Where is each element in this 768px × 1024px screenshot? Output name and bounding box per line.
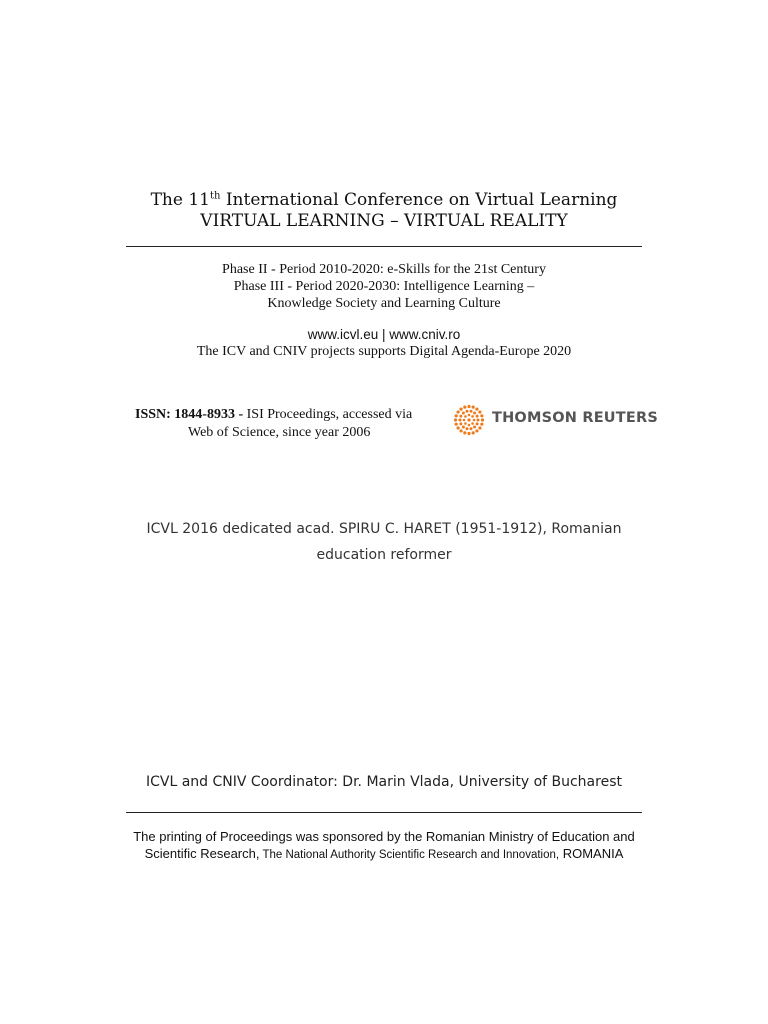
logo-dot — [472, 431, 475, 434]
logo-dot — [472, 406, 475, 409]
logo-dot — [456, 410, 459, 413]
phase-line-1: Phase II - Period 2010-2020: e-Skills for the 21st Century — [222, 262, 546, 277]
bottom-divider — [126, 812, 642, 813]
top-divider — [126, 246, 642, 247]
logo-dot — [470, 427, 473, 430]
logo-dot — [473, 411, 476, 414]
logo-dot — [463, 406, 466, 409]
logo-dot — [475, 429, 478, 432]
issn-text-2: Web of Science, since year 2006 — [188, 425, 371, 440]
logo-dot — [462, 426, 465, 429]
logo-dot — [464, 422, 467, 425]
logo-dot — [468, 424, 471, 427]
phase-line-2: Phase III - Period 2020-2030: Intelligence Learning – — [233, 279, 535, 294]
logo-dot — [459, 429, 462, 432]
sponsor-line-1: The printing of Proceedings was sponsored by the Romanian Ministry of Education and — [133, 829, 635, 844]
issn-text-1: ISI Proceedings, accessed via — [243, 407, 413, 422]
logo-dot — [456, 426, 459, 429]
logo-dot — [480, 423, 483, 426]
website-links[interactable]: www.icvl.eu | www.cniv.ro — [307, 327, 461, 342]
logo-dot — [463, 431, 466, 434]
logo-dot — [478, 426, 481, 429]
logo-dot — [466, 410, 469, 413]
logo-dot — [480, 414, 483, 417]
logo-dot — [464, 415, 467, 418]
logo-dot — [455, 414, 458, 417]
logo-dot — [467, 432, 470, 435]
logo-dot — [467, 405, 470, 408]
logo-dot — [459, 415, 462, 418]
logo-dot — [477, 419, 480, 422]
sponsor-ministry: Scientific Research, — [144, 846, 260, 861]
logo-dot — [459, 407, 462, 410]
logo-dot — [459, 422, 462, 425]
logo-dot — [476, 422, 479, 425]
logo-dot — [478, 410, 481, 413]
logo-dot — [471, 422, 474, 425]
logo-dot — [462, 411, 465, 414]
sponsor-country: ROMANIA — [559, 846, 624, 861]
logo-dot — [454, 418, 457, 421]
title-suffix: International Conference on Virtual Learning — [220, 190, 618, 210]
issn-block — [135, 406, 435, 442]
digital-agenda-text: The ICV and CNIV projects supports Digital Agenda-Europe 2020 — [196, 344, 572, 359]
logo-dot — [470, 410, 473, 413]
logo-dot — [463, 419, 466, 422]
coordinator-text: ICVL and CNIV Coordinator: Dr. Marin Vlada, University of Bucharest — [146, 774, 622, 790]
sponsor-authority: The National Authority Scientific Research and Innovation, — [259, 849, 560, 861]
sponsor-line-2 — [0, 846, 768, 861]
logo-dot — [475, 407, 478, 410]
thomson-reuters-logo-icon — [452, 403, 486, 437]
logo-dot — [467, 418, 470, 421]
logo-dot — [481, 418, 484, 421]
title-superscript: th — [209, 190, 221, 202]
issn-label: ISSN: 1844-8933 - — [135, 407, 244, 422]
logo-dot — [473, 426, 476, 429]
logo-dot — [459, 419, 462, 422]
logo-dot — [455, 423, 458, 426]
thomson-reuters-logo-text: THOMSON REUTERS — [492, 410, 658, 426]
logo-dot — [473, 419, 476, 422]
title-prefix: The 11 — [150, 190, 210, 210]
logo-dot — [468, 414, 471, 417]
dedication-line-2: education reformer — [316, 547, 452, 563]
logo-dot — [466, 427, 469, 430]
logo-dot — [476, 415, 479, 418]
phase-line-3: Knowledge Society and Learning Culture — [267, 296, 501, 311]
conference-subtitle: VIRTUAL LEARNING – VIRTUAL REALITY — [200, 211, 568, 231]
conference-title — [0, 190, 768, 210]
logo-dot — [471, 415, 474, 418]
dedication-line-1: ICVL 2016 dedicated acad. SPIRU C. HARET (1951-1912), Romanian — [146, 521, 622, 537]
